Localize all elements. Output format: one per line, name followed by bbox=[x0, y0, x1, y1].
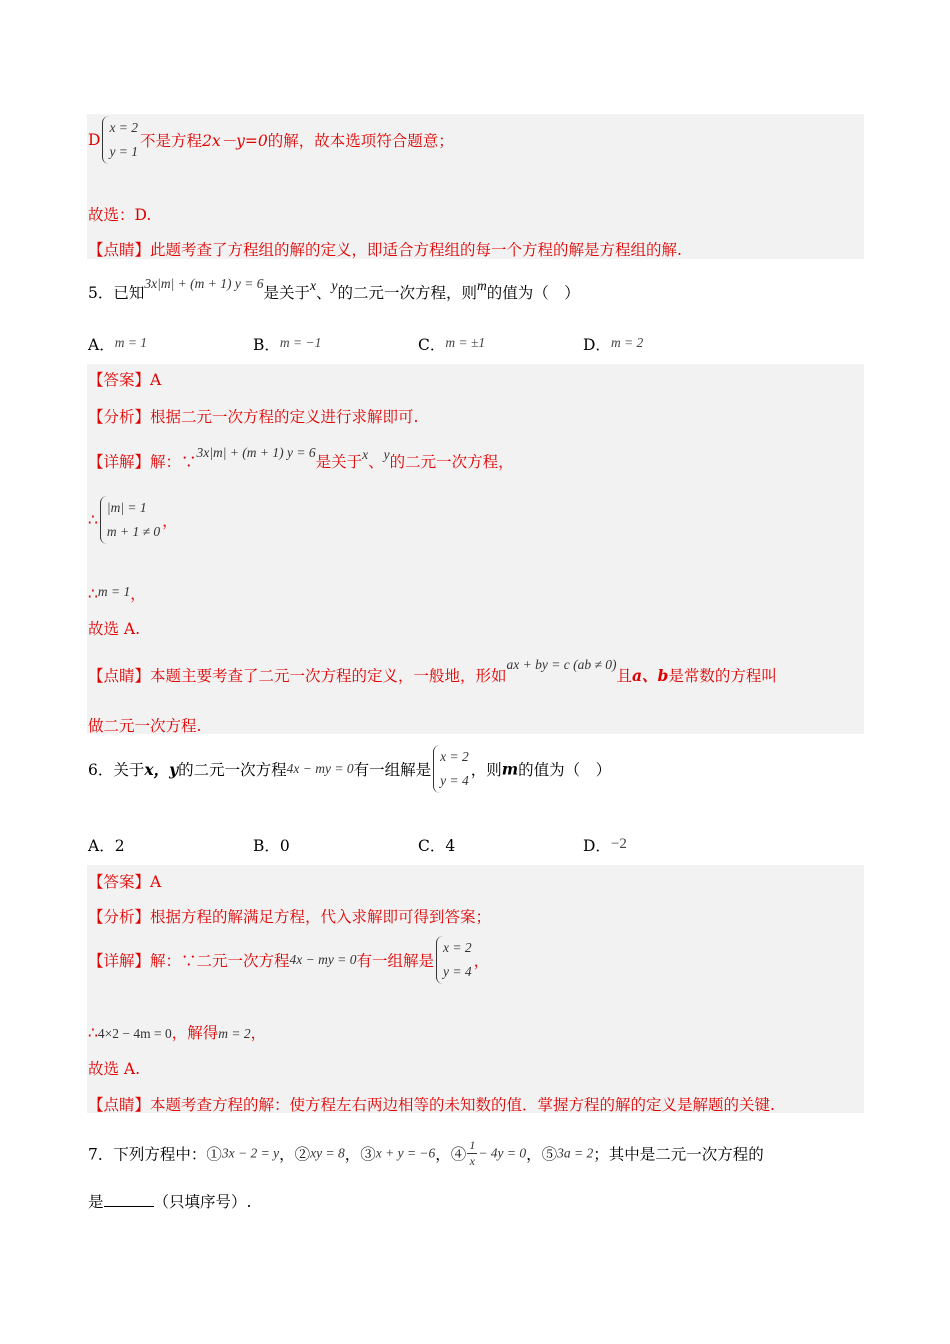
q6-option-c[interactable]: C．4 bbox=[418, 837, 456, 855]
q5-tip: 【点睛】本题主要考查了二元一次方程的定义，一般地，形如ax + by = c (ab ≠ 0)且a、b是常数的方程叫 bbox=[88, 657, 777, 685]
q4-option-d-line: D x = 2 y = 1 不是方程2x－y=0的解，故本选项符合题意； bbox=[88, 116, 454, 164]
q5-result: ∴m = 1， bbox=[88, 584, 146, 603]
q6-option-d[interactable]: D．−2 bbox=[583, 836, 627, 855]
q6-tip: 【点睛】本题考查方程的解：使方程左右两边相等的未知数的值．掌握方程的解的定义是解题的关键. bbox=[88, 1096, 775, 1114]
q6-option-b[interactable]: B．0 bbox=[253, 837, 290, 855]
q6-calculation: ∴4×2 − 4m = 0，解得m = 2， bbox=[88, 1024, 267, 1042]
q6-answer: 【答案】A bbox=[88, 873, 162, 891]
q6-detail: 【详解】解：∵二元一次方程4x − my = 0有一组解是 x = 2 y = 4 ， bbox=[88, 936, 489, 984]
q5-option-d[interactable]: D．m = 2 bbox=[583, 335, 644, 354]
q5-analysis: 【分析】根据二元一次方程的定义进行求解即可. bbox=[88, 408, 419, 426]
q6-solution-system: x = 2 y = 4 bbox=[433, 745, 469, 793]
q5-system-line: ∴ |m| = 1 m + 1 ≠ 0 ， bbox=[88, 496, 178, 544]
q6-analysis: 【分析】根据方程的解满足方程，代入求解即可得到答案； bbox=[88, 908, 492, 926]
q6-choice: 故选 A. bbox=[88, 1060, 141, 1078]
q4-option-label: D bbox=[88, 131, 101, 149]
q4-equation: 2x－y=0 bbox=[202, 132, 268, 150]
q7-stem: 7．下列方程中：①3x − 2 = y，②xy = 8，③x + y = −6，④ $\frac{1}{x}$ − 4y = 0，⑤3a = 2；其中是二元一次方程的 bbox=[88, 1138, 764, 1168]
q5-stem-equation: 3x|m| + (m + 1) y = 6 bbox=[144, 276, 264, 291]
q5-option-a[interactable]: A．m = 1 bbox=[88, 335, 148, 354]
q7-fraction: $\frac{1}{x}$ bbox=[469, 1138, 476, 1168]
q6-solution-block bbox=[87, 865, 864, 1113]
q5-detail: 【详解】解：∵3x|m| + (m + 1) y = 6是关于x、y的二元一次方程， bbox=[88, 445, 514, 471]
q5-option-b[interactable]: B．m = −1 bbox=[253, 335, 322, 354]
q4-equation-system: x = 2 y = 1 bbox=[102, 116, 138, 164]
q4-choice: 故选：D. bbox=[88, 206, 152, 224]
q5-tip-line2: 做二元一次方程. bbox=[88, 717, 202, 735]
q5-answer: 【答案】A bbox=[88, 371, 162, 389]
q5-option-c[interactable]: C．m = ±1 bbox=[418, 335, 486, 354]
q7-answer-blank[interactable] bbox=[104, 1192, 154, 1207]
q5-choice: 故选 A. bbox=[88, 620, 141, 638]
q7-line2: 是 （只填序号）. bbox=[88, 1193, 252, 1211]
q5-condition-system: |m| = 1 m + 1 ≠ 0 bbox=[100, 496, 160, 544]
q6-detail-system: x = 2 y = 4 bbox=[436, 936, 472, 984]
q6-option-a[interactable]: A．2 bbox=[88, 837, 125, 855]
q5-stem: 5．已知3x|m| + (m + 1) y = 6是关于x、y的二元一次方程，则m的值为（ ） bbox=[88, 276, 580, 302]
q6-stem: 6．关于x，y的二元一次方程4x − my = 0有一组解是 x = 2 y = 4 ，则m的值为（ ） bbox=[88, 745, 611, 793]
q4-tip: 【点睛】此题考查了方程组的解的定义，即适合方程组的每一个方程的解是方程组的解. bbox=[88, 241, 682, 259]
